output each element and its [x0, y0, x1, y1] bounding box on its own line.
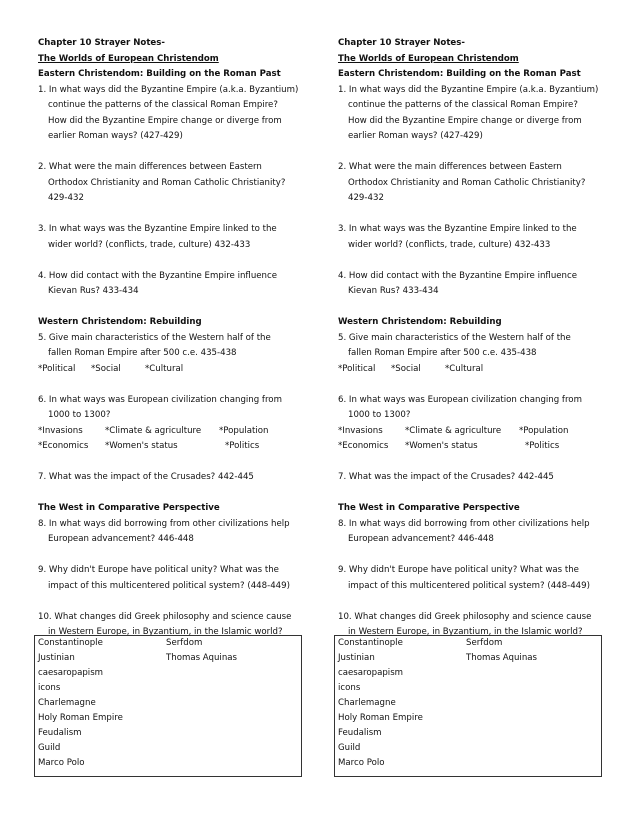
term: Serfdom — [466, 638, 503, 648]
question-2-line: 2. What were the main differences between Eastern — [38, 162, 262, 172]
term: Charlemagne — [38, 698, 96, 708]
section-heading-comparative: The West in Comparative Perspective — [38, 503, 220, 513]
section-heading-eastern: Eastern Christendom: Building on the Roman Past — [338, 69, 581, 79]
chapter-title: Chapter 10 Strayer Notes- — [38, 38, 165, 48]
term: caesaropapism — [338, 668, 404, 678]
q5-item: *Social — [91, 363, 121, 374]
term: Justinian — [38, 653, 75, 663]
terms-row — [35, 666, 301, 681]
question-1-line: How did the Byzantine Empire change or diverge from — [48, 115, 282, 126]
question-3-line: wider world? (conflicts, trade, culture) 432-433 — [348, 239, 551, 250]
terms-box-left — [34, 635, 302, 777]
term: Holy Roman Empire — [38, 713, 123, 723]
term: caesaropapism — [38, 668, 104, 678]
question-5-line: 5. Give main characteristics of the Western half of the — [338, 332, 571, 343]
q5-item: *Cultural — [445, 363, 484, 374]
term: Feudalism — [38, 728, 82, 738]
terms-row — [335, 726, 601, 741]
term: Guild — [38, 743, 61, 753]
q6-item: *Women's status — [105, 441, 178, 451]
section-heading-eastern: Eastern Christendom: Building on the Roman Past — [38, 69, 281, 79]
section-heading-western: Western Christendom: Rebuilding — [338, 317, 502, 327]
question-6-line: 1000 to 1300? — [348, 410, 411, 420]
question-1-line: earlier Roman ways? (427-429) — [348, 131, 483, 141]
question-7-line: 7. What was the impact of the Crusades? 442-445 — [38, 472, 254, 482]
question-9-line: impact of this multicentered political system? (448-449) — [48, 580, 290, 591]
question-6-line: 6. In what ways was European civilization changing from — [38, 394, 282, 405]
terms-row — [35, 651, 301, 666]
terms-row — [35, 696, 301, 711]
question-6-line: 6. In what ways was European civilization changing from — [338, 394, 582, 405]
term: icons — [338, 683, 361, 693]
question-8-line: 8. In what ways did borrowing from other civilizations help — [338, 518, 590, 529]
q6-item: *Population — [219, 425, 269, 436]
question-2-line: Orthodox Christianity and Roman Catholic Christianity? — [348, 177, 586, 188]
term: Feudalism — [338, 728, 382, 738]
notes-column-left — [38, 36, 318, 641]
question-4-line: Kievan Rus? 433-434 — [348, 286, 439, 296]
terms-row — [35, 711, 301, 726]
question-1-line: earlier Roman ways? (427-429) — [48, 131, 183, 141]
term: Marco Polo — [38, 758, 85, 768]
question-2-line: 2. What were the main differences between Eastern — [338, 162, 562, 172]
q6-item: *Invasions — [38, 425, 83, 436]
question-10-line: in Western Europe, in Byzantium, in the Islamic world? — [48, 627, 283, 637]
question-4-line: 4. How did contact with the Byzantine Empire influence — [38, 270, 278, 281]
q6-item: *Climate & agriculture — [105, 425, 202, 436]
term: Holy Roman Empire — [338, 713, 423, 723]
question-8-line: 8. In what ways did borrowing from other civilizations help — [38, 518, 290, 529]
term: Charlemagne — [338, 698, 396, 708]
term: Serfdom — [166, 638, 203, 648]
section-heading-western: Western Christendom: Rebuilding — [38, 317, 202, 327]
question-6-items — [38, 439, 318, 455]
question-10-line: 10. What changes did Greek philosophy and science cause — [338, 611, 592, 622]
question-9-line: 9. Why didn't Europe have political unity? What was the — [38, 565, 279, 575]
question-6-line: 1000 to 1300? — [48, 410, 111, 420]
question-5-items — [38, 362, 318, 378]
q5-item: *Cultural — [145, 363, 184, 374]
q6-item: *Economics — [38, 441, 89, 451]
question-1-line: How did the Byzantine Empire change or diverge from — [348, 115, 582, 126]
section-heading-comparative: The West in Comparative Perspective — [338, 503, 520, 513]
chapter-title: Chapter 10 Strayer Notes- — [338, 38, 465, 48]
question-3-line: 3. In what ways was the Byzantine Empire linked to the — [338, 224, 577, 234]
question-1-line: continue the patterns of the classical Roman Empire? — [348, 100, 578, 110]
question-9-line: 9. Why didn't Europe have political unity? What was the — [338, 565, 579, 575]
question-10-line: 10. What changes did Greek philosophy and science cause — [38, 611, 292, 622]
terms-row — [335, 741, 601, 756]
q5-item: *Social — [391, 363, 421, 374]
terms-box-right — [334, 635, 602, 777]
terms-row — [335, 681, 601, 696]
chapter-subtitle: The Worlds of European Christendom — [38, 53, 219, 64]
q6-item: *Women's status — [405, 441, 478, 451]
terms-row — [335, 636, 601, 651]
question-5-line: 5. Give main characteristics of the Western half of the — [38, 332, 271, 343]
question-5-items — [338, 362, 618, 378]
term: Justinian — [338, 653, 375, 663]
q6-item: *Economics — [338, 441, 389, 451]
question-6-items — [338, 424, 618, 440]
terms-row — [35, 636, 301, 651]
terms-row — [335, 756, 601, 771]
term: Thomas Aquinas — [466, 653, 538, 663]
question-6-items — [338, 439, 618, 455]
question-2-line: 429-432 — [48, 193, 84, 203]
question-5-line: fallen Roman Empire after 500 c.e. 435-438 — [348, 348, 537, 358]
question-3-line: 3. In what ways was the Byzantine Empire linked to the — [38, 224, 277, 234]
question-2-line: 429-432 — [348, 193, 384, 203]
q6-item: *Politics — [225, 441, 260, 451]
q6-item: *Politics — [525, 441, 560, 451]
question-1-line: continue the patterns of the classical Roman Empire? — [48, 100, 278, 110]
question-4-line: Kievan Rus? 433-434 — [48, 286, 139, 296]
q5-item: *Political — [38, 363, 76, 374]
terms-row — [335, 711, 601, 726]
terms-row — [35, 741, 301, 756]
question-2-line: Orthodox Christianity and Roman Catholic Christianity? — [48, 177, 286, 188]
terms-row — [35, 726, 301, 741]
question-8-line: European advancement? 446-448 — [348, 534, 494, 544]
question-6-items — [38, 424, 318, 440]
terms-row — [35, 681, 301, 696]
question-1-line: 1. In what ways did the Byzantine Empire (a.k.a. Byzantium) — [38, 84, 299, 95]
question-5-line: fallen Roman Empire after 500 c.e. 435-438 — [48, 348, 237, 358]
terms-row — [335, 651, 601, 666]
term: Guild — [338, 743, 361, 753]
term: Thomas Aquinas — [166, 653, 238, 663]
question-9-line: impact of this multicentered political system? (448-449) — [348, 580, 590, 591]
q5-item: *Political — [338, 363, 376, 374]
q6-item: *Invasions — [338, 425, 383, 436]
term: icons — [38, 683, 61, 693]
question-7-line: 7. What was the impact of the Crusades? 442-445 — [338, 472, 554, 482]
question-4-line: 4. How did contact with the Byzantine Empire influence — [338, 270, 578, 281]
question-3-line: wider world? (conflicts, trade, culture) 432-433 — [48, 239, 251, 250]
term: Marco Polo — [338, 758, 385, 768]
term: Constantinople — [338, 638, 403, 648]
terms-row — [35, 756, 301, 771]
question-8-line: European advancement? 446-448 — [48, 534, 194, 544]
question-1-line: 1. In what ways did the Byzantine Empire (a.k.a. Byzantium) — [338, 84, 599, 95]
terms-row — [335, 666, 601, 681]
q6-item: *Population — [519, 425, 569, 436]
q6-item: *Climate & agriculture — [405, 425, 502, 436]
question-10-line: in Western Europe, in Byzantium, in the Islamic world? — [348, 627, 583, 637]
terms-row — [335, 696, 601, 711]
notes-column-right — [338, 36, 618, 641]
term: Constantinople — [38, 638, 103, 648]
chapter-subtitle: The Worlds of European Christendom — [338, 53, 519, 64]
